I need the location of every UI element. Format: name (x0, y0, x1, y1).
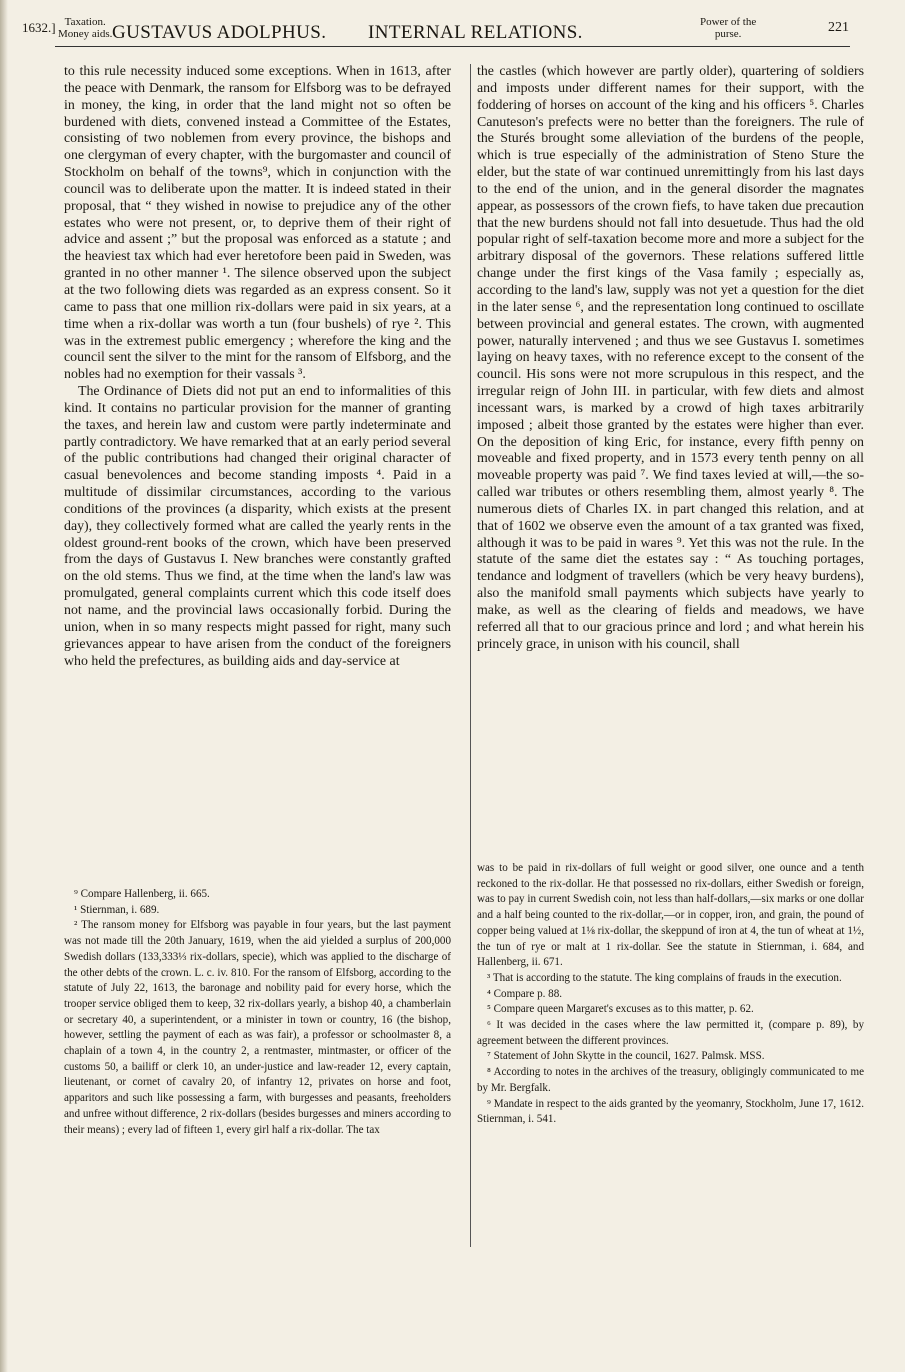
footnote: ¹ Stiernman, i. 689. (74, 903, 160, 916)
footnote: ⁹ Mandate in respect to the aids granted by the yeomanry, Stockholm, June 17, 1612. Stiernman, i. 541. (477, 1097, 864, 1126)
footnote: ² The ransom money for Elfsborg was payable in four years, but the last payment was not made till the 20th January, 1619, when the aid yielded a surplus of 200,000 Swedish dollars (133,333⅓ rix-dollars, specie), which was applied to the discharge of the other debts of the crown. L. c. iv. 810. For the ransom of Elfsborg, according to the statute of July 22, 1613, the baronage and nobility paid for every horse, which the trooper service obliged them to keep, 32 rix-dollars yearly, a bishop 40, a chamberlain or secretary 40, a superintendent, or a minister in town or country, 16 (the bishop, however, settling the payment of each as was fair), a professor or schoolmaster 8, a chaplain of a town 4, in the country 2, a rentmaster, mintmaster, or officer of the customs 50, a bailiff or clerk 10, an under-justice and law-reader 12, every captain, lieutenant, or cornet of cavalry 20, of infantry 12, privates on horse and foot, apparitors and such like possessing a farm, with burgesses and peasants, freeholders and unfree without difference, 2 rix-dollars (besides burgesses and miners according to their means) ; every lad of fifteen 1, every girl half a rix-dollar. The tax (64, 919, 451, 1136)
right-column-body (477, 64, 864, 654)
header-section2-label (700, 16, 756, 40)
left-column-body (64, 64, 451, 670)
footnote: ⁹ Compare Hallenberg, ii. 665. (74, 888, 210, 900)
column-divider (470, 64, 471, 1247)
paragraph: the castles (which however are partly older), quartering of soldiers and imposts under different names for their support, with the foddering of horses on account of the king and his officers ⁵. Charles Canuteson's prefects were no better than the foreigners. The rule of the Sturés brought some alleviation of the burdens of the people, which is true especially of the administration of Steno Sture the elder, but the state of war continued unremittingly from his last days to the end of the union, and in the general disorder the magnates appear, as possessors of the crown fiefs, to have taken due precaution that the new burdens should not fall into desuetude. Thus had the old popular right of self-taxation become more and more a subject for the arbitrary disposal of the governors. These relations suffered little change under the first kings of the Vasa family ; especially as, according to the land's law, supply was not yet a question for the diet in the later sense ⁶, and the representation long continued to oscillate between provincial and general estates. The crown, with augmented power, naturally intervened ; and thus we see Gustavus I. sometimes laying on heavy taxes, with no reference except to the consent of the council. His sons were not more scrupulous in this respect, and the irregular reign of John III. in particular, with few diets and almost incessant wars, is marked by a crowd of high taxes arbitrarily imposed ; albeit those granted by the estates were higher than ever. On the deposition of king Eric, for instance, every fifth penny on moveable and fixed property, and in 1573 every tenth penny on all moveable property was paid ⁷. We find taxes levied at will,—the so-called war tributes or others resembling them, almost yearly ⁸. The numerous diets of Charles IX. in part changed this relation, and at that of 1602 we observe even the amount of a tax granted was fixed, although it was to be paid in wares ⁹. Yet this was not the rule. In the statute of the same diet the estates say : “ As touching portages, tendance and lodgment of travellers (which be very heavy burdens), also the manifold small payments which subjects have yearly to make, as well as the clearing of fields and meadows, we have referred all that to our gracious prince and lord ; and what herein his princely grace, in unison with his council, shall (477, 64, 864, 652)
paragraph: to this rule necessity induced some exceptions. When in 1613, after the peace with Denmark, the ransom for Elfsborg was to be defrayed in money, the king, in order that the land might not so often be burdened with diets, convened instead a Committee of the Estates, consisting of two noblemen from every province, the bishops and one clergyman of every chapter, with the burgomaster and council of Stockholm on behalf of the towns⁹, which in conjunction with the council was to deliberate upon the matter. It is indeed stated in their proposal, that “ they wished in nowise to prejudice any of the other estates who were not present, or, to deprive them of their right of advice and assent ;” but the proposal was enforced as a statute ; and the heaviest tax which had ever heretofore been paid in Sweden, was granted in no other manner ¹. The silence observed upon the subject at the two following diets was regarded as an express consent. So it came to pass that one million rix-dollars were paid in six years, at a time when a rix-dollar was worth a tun (four bushels) of rye ². This was in the extremest public emergency ; wherefore the king and the council sent the silver to the mint for the ransom of Elfsborg, and the nobles had no exemption for their vassals ³. (64, 64, 451, 383)
page-number: 221 (828, 20, 849, 35)
header-section-bottom: Money aids. (58, 28, 113, 40)
left-footnotes (64, 887, 451, 1138)
footnote: was to be paid in rix-dollars of full weight or good silver, one ounce and a tenth reckoned to the rix-dollar. He that possessed no rix-dollars, either Swedish or foreign, was to pay in current Swedish coin, not less than half-dollars,—six marks or one dollar and a half being counted to the rix-dollar,—or in copper, iron, and grain, the pound of copper being valued at 1⅛ rix-dollar, the skeppund of iron at 4, the tun of wheat at 1½, the tun of rye or malt at 1 rix-dollar. See the statute in Stiernman, i. 684, and Hallenberg, ii. 671. (477, 862, 864, 969)
footnote: ⁸ According to notes in the archives of the treasury, obligingly communicated to me by Mr. Bergfalk. (477, 1066, 864, 1094)
footnote: ⁶ It was decided in the cases where the law permitted it, (compare p. 89), by agreement between the different provinces. (477, 1019, 864, 1047)
footnote: ⁷ Statement of John Skytte in the council, 1627. Palmsk. MSS. (487, 1050, 765, 1063)
footnote: ⁴ Compare p. 88. (487, 987, 563, 1000)
header-rule (55, 46, 850, 47)
header-title-right: INTERNAL RELATIONS. (368, 22, 583, 43)
header-year: 1632.] (22, 20, 56, 35)
paragraph: The Ordinance of Diets did not put an end to informalities of this kind. It contains no particular provision for the manner of granting the taxes, and herein law and custom were partly indeterminate and partly contradictory. We have remarked that at an early period several of the public contributions had changed their original character of casual benevolences and become standing imposts ⁴. Paid in a multitude of dissimilar circumstances, according to the various conditions of the provinces (a disparity, which exists at the present day), they collectively formed what are called the yearly rents in the oldest ground-rent books of the crown, which have been preserved from the days of Gustavus I. New branches were constantly grafted on the old stems. Thus we find, at the time when the land's law was promulgated, general complaints current which this code itself does not name, and the provincial laws occasionally forbid. During the union, when in so many respects might passed for right, many such grievances appear to have arisen from the conduct of the foreigners who held the prefectures, as building aids and day-service at (64, 384, 451, 669)
header-section2-top: Power of the (700, 16, 757, 28)
header-section-top: Taxation. (64, 16, 106, 28)
header-title-left: GUSTAVUS ADOLPHUS. (112, 22, 327, 43)
right-footnotes (477, 861, 864, 1128)
footnote: ³ That is according to the statute. The king complains of frauds in the execution. (487, 971, 842, 984)
footnote: ⁵ Compare queen Margaret's excuses as to this matter, p. 62. (487, 1003, 754, 1016)
header-section2-bottom: purse. (714, 28, 742, 40)
page-edge-shadow (0, 0, 8, 1372)
header-section-label (58, 16, 112, 40)
